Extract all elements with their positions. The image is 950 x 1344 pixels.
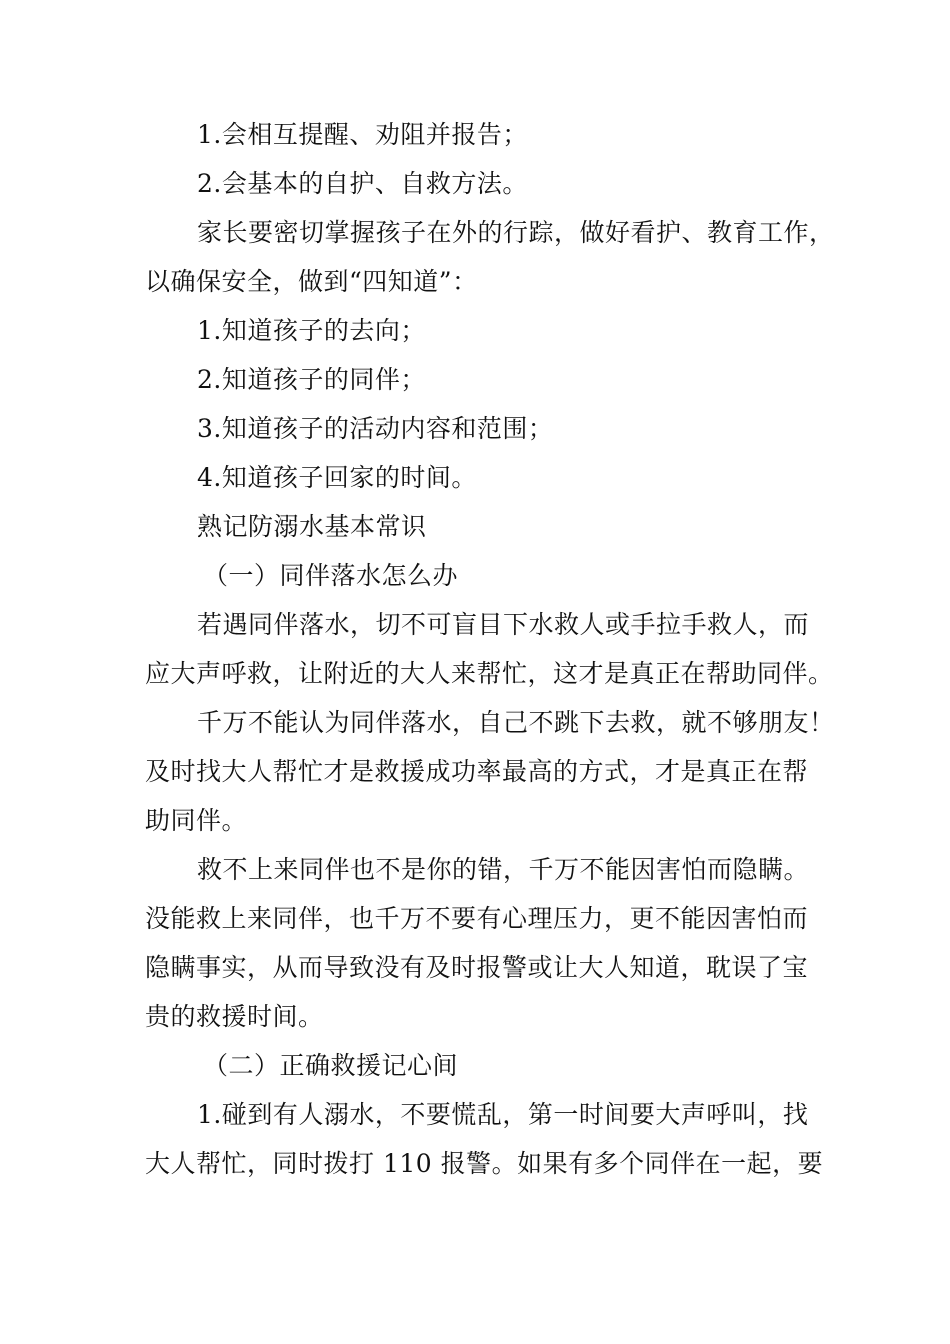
- subsection-heading: （二）正确救援记心间: [203, 1051, 459, 1080]
- paragraph-line: 家长要密切掌握孩子在外的行踪，做好看护、教育工作，: [197, 218, 835, 247]
- body-text: [145, 110, 835, 1188]
- list-item: 1.会相互提醒、劝阻并报告；: [197, 120, 528, 149]
- paragraph-line: 贵的救援时间。: [145, 1002, 324, 1031]
- paragraph-line: 若遇同伴落水，切不可盲目下水救人或手拉手救人，而: [197, 610, 810, 639]
- section-heading: 熟记防溺水基本常识: [197, 512, 427, 541]
- list-item: 1.知道孩子的去向；: [197, 316, 426, 345]
- paragraph-line: 应大声呼救，让附近的大人来帮忙，这才是真正在帮助同伴。: [145, 659, 834, 688]
- paragraph-line: 千万不能认为同伴落水，自己不跳下去救，就不够朋友！: [197, 708, 835, 737]
- paragraph-line: 助同伴。: [145, 806, 248, 835]
- subsection-heading: （一）同伴落水怎么办: [203, 561, 459, 590]
- paragraph-line: 救不上来同伴也不是你的错，千万不能因害怕而隐瞒。: [197, 855, 810, 884]
- list-item: 2.知道孩子的同伴；: [197, 365, 426, 394]
- paragraph-line: 及时找大人帮忙才是救援成功率最高的方式，才是真正在帮: [145, 757, 809, 786]
- list-item: 4.知道孩子回家的时间。: [197, 463, 477, 492]
- paragraph-line: 大人帮忙，同时拨打 110 报警。如果有多个同伴在一起，要: [145, 1149, 824, 1178]
- list-item: 1.碰到有人溺水，不要慌乱，第一时间要大声呼叫，找: [197, 1100, 809, 1129]
- paragraph-line: 没能救上来同伴，也千万不要有心理压力，更不能因害怕而: [145, 904, 809, 933]
- list-item: 2.会基本的自护、自救方法。: [197, 169, 528, 198]
- paragraph-line: 隐瞒事实，从而导致没有及时报警或让大人知道，耽误了宝: [145, 953, 809, 982]
- list-item: 3.知道孩子的活动内容和范围；: [197, 414, 554, 443]
- paragraph-line: 以确保安全，做到“四知道”：: [145, 267, 478, 296]
